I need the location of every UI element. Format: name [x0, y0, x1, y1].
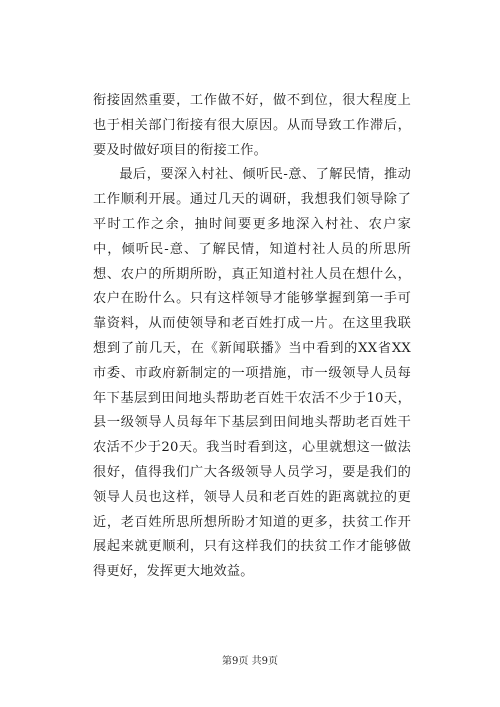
page-footer: 第9页 共9页 — [222, 656, 278, 667]
paragraph-continuation: 衔接固然重要，工作做不好，做不到位，很大程度上也于相关部门衔接有很大原因。从而导致工作滞后，要及时做好项目的衔接工作。 — [93, 93, 411, 158]
document-body — [93, 89, 411, 585]
paragraph-conclusion: 最后，要深入村社、倾听民-意、了解民情，推动工作顺利开展。通过几天的调研，我想我们领导除了平时工作之余，抽时间要更多地深入村社、农户家中，倾听民-意、了解民情，知道村社人员的所思所想、农户的所期所盼，真正知道村社人员在想什么，农户在盼什么。只有这样领导才能够掌握到第一手可靠资料，从而使领导和老百姓打成一片。在这里我联想到了前几天，在《新闻联播》当中看到的XX省XX市委、市政府新制定的一项措施，市一级领导人员每年下基层到田间地头帮助老百姓干农活不少于10天，县一级领导人员每年下基层到田间地头帮助老百姓干农活不少于20天。我当时看到这，心里就想这一做法很好，值得我们广大各级领导人员学习，要是我们的领导人员也这样，领导人员和老百姓的距离就拉的更近，老百姓所思所想所盼才知道的更多，扶贫工作开展起来就更顺利，只有这样我们的扶贫工作才能够做得更好，发挥更大地效益。 — [93, 167, 411, 580]
